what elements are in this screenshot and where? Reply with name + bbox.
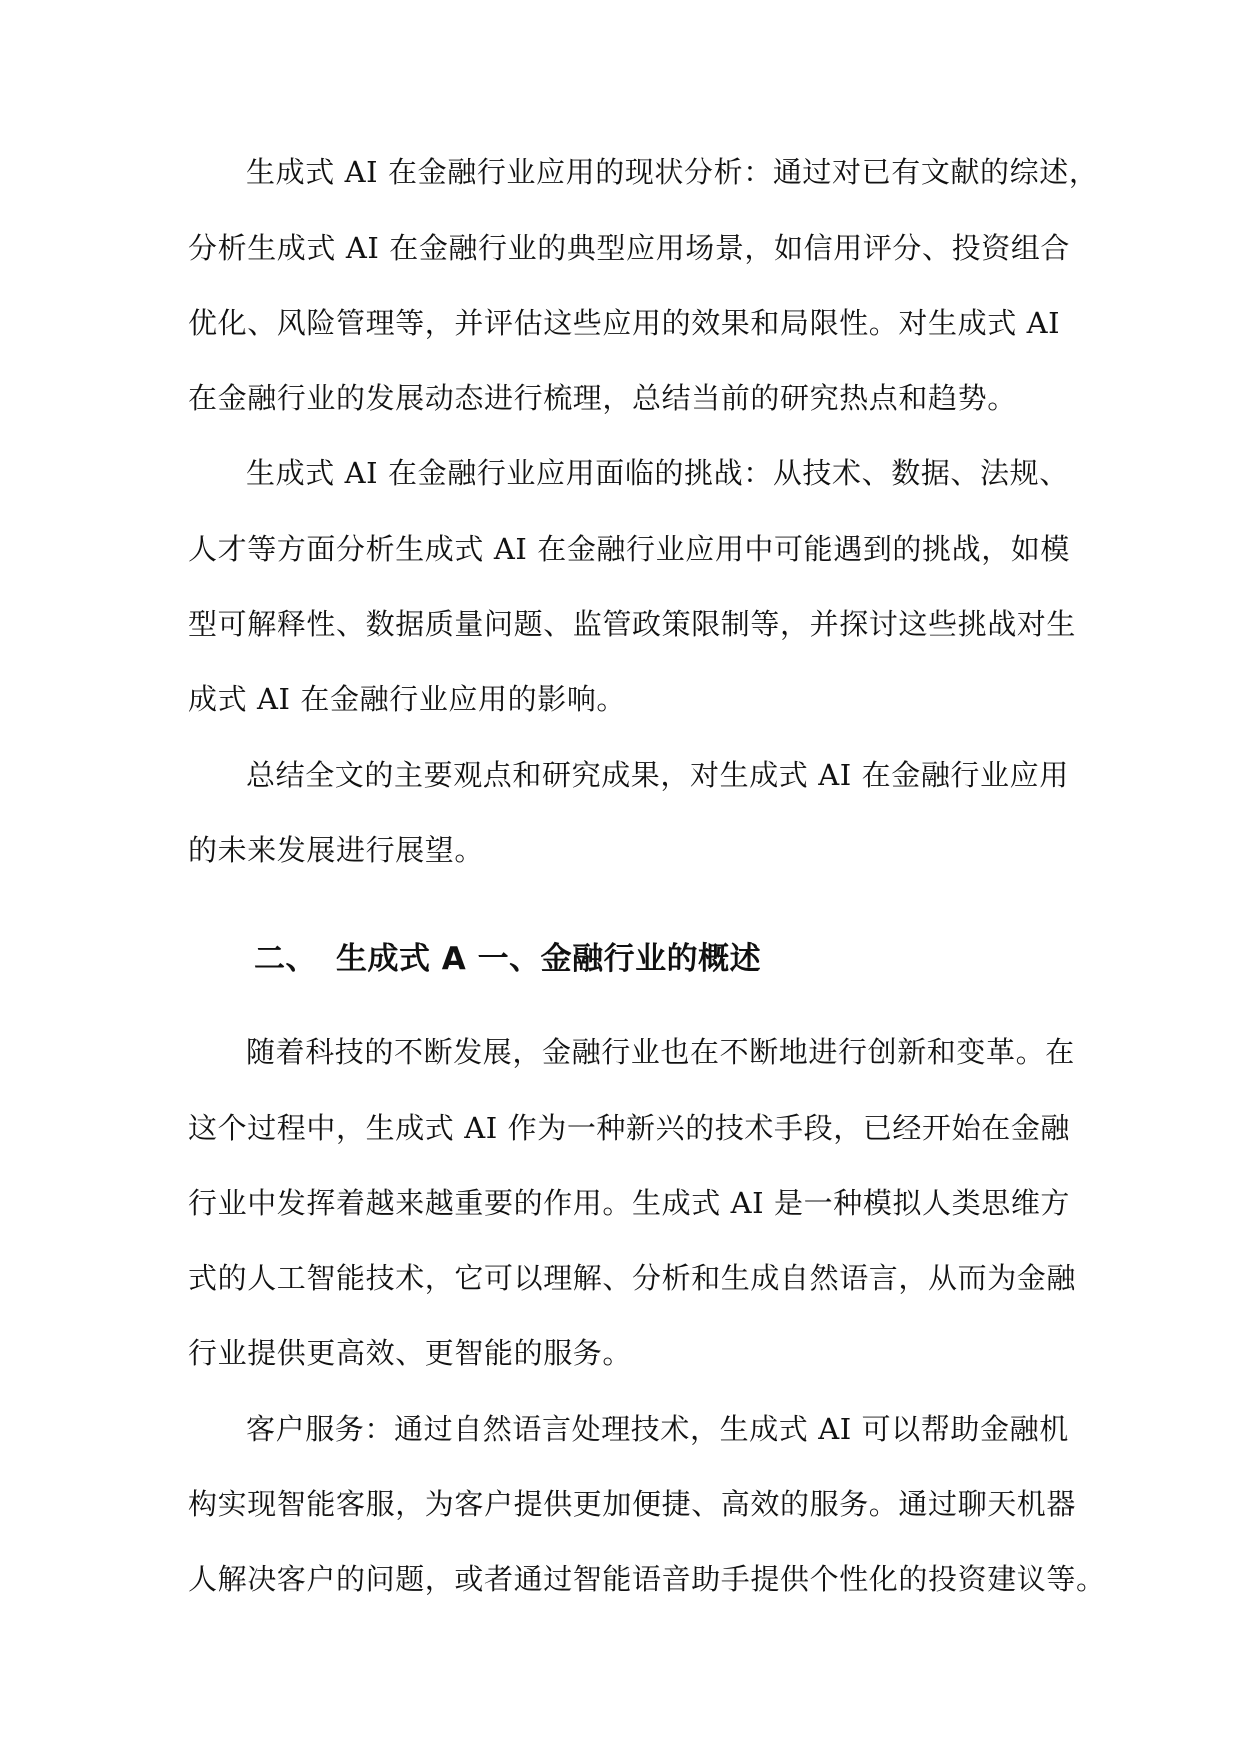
section-paragraph-2-line-2: 构实现智能客服，为客户提供更加便捷、高效的服务。通过聊天机器 [188, 1487, 1077, 1521]
section-heading-title: 生成式 A 一、金融行业的概述 [336, 941, 762, 977]
paragraph-3-line-2: 的未来发展进行展望。 [188, 833, 485, 867]
paragraph-2-line-4: 成式 AI 在金融行业应用的影响。 [188, 682, 627, 716]
paragraph-1-line-2: 分析生成式 AI 在金融行业的典型应用场景，如信用评分、投资组合 [188, 231, 1071, 265]
paragraph-2-line-2: 人才等方面分析生成式 AI 在金融行业应用中可能遇到的挑战，如模 [188, 532, 1071, 566]
paragraph-1-line-1: 生成式 AI 在金融行业应用的现状分析：通过对已有文献的综述， [246, 155, 1099, 189]
paragraph-3-line-1: 总结全文的主要观点和研究成果，对生成式 AI 在金融行业应用 [246, 758, 1069, 792]
section-paragraph-2-line-1: 客户服务：通过自然语言处理技术，生成式 AI 可以帮助金融机 [246, 1412, 1069, 1446]
paragraph-1-line-4: 在金融行业的发展动态进行梳理，总结当前的研究热点和趋势。 [188, 381, 1017, 415]
paragraph-2-line-3: 型可解释性、数据质量问题、监管政策限制等，并探讨这些挑战对生 [188, 607, 1077, 641]
section-paragraph-1-line-2: 这个过程中，生成式 AI 作为一种新兴的技术手段，已经开始在金融 [188, 1111, 1071, 1145]
section-paragraph-1-line-3: 行业中发挥着越来越重要的作用。生成式 AI 是一种模拟人类思维方 [188, 1186, 1071, 1220]
section-heading [254, 937, 761, 981]
section-paragraph-1-line-5: 行业提供更高效、更智能的服务。 [188, 1336, 633, 1370]
section-paragraph-2-line-3: 人解决客户的问题，或者通过智能语音助手提供个性化的投资建议等。 [188, 1562, 1106, 1596]
section-heading-number: 二、 [254, 941, 317, 977]
section-paragraph-1-line-1: 随着科技的不断发展，金融行业也在不断地进行创新和变革。在 [246, 1035, 1075, 1069]
section-paragraph-1-line-4: 式的人工智能技术，它可以理解、分析和生成自然语言，从而为金融 [188, 1261, 1077, 1295]
paragraph-1-line-3: 优化、风险管理等，并评估这些应用的效果和局限性。对生成式 AI [188, 306, 1061, 340]
paragraph-2-line-1: 生成式 AI 在金融行业应用面临的挑战：从技术、数据、法规、 [246, 456, 1069, 490]
